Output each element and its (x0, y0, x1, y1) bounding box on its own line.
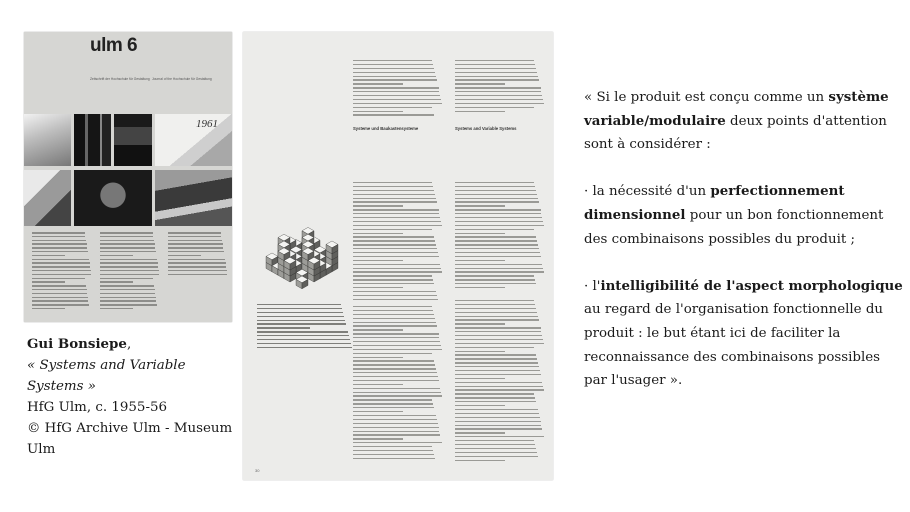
text-line (455, 319, 539, 320)
text-line (168, 243, 223, 245)
text-line (353, 186, 433, 187)
text-line (32, 281, 65, 283)
text-line (168, 262, 226, 264)
image-caption (27, 334, 242, 460)
text-line (100, 232, 153, 234)
cover-text-column (32, 232, 92, 316)
text-line (353, 233, 403, 234)
text-line (32, 259, 89, 261)
text-line (455, 201, 539, 202)
cover-title: ulm 6 (90, 35, 138, 56)
text-line (455, 194, 537, 195)
text-line (353, 411, 403, 412)
text-line (353, 450, 433, 451)
caption-place-date: HfG Ulm, c. 1955-56 (27, 400, 168, 415)
cover-photo (24, 170, 71, 226)
text-line (100, 274, 159, 276)
text-line (257, 316, 344, 317)
text-line (32, 251, 88, 253)
article-text-column (455, 60, 545, 114)
text-line (168, 259, 225, 261)
cover-subtitle-de: Zeitschrift der Hochschule für Gestaltung (90, 77, 150, 81)
text-line (100, 251, 156, 253)
cover-photo-year: 1961 (196, 118, 218, 130)
text-line (100, 285, 154, 287)
text-line (353, 454, 434, 455)
text-line (32, 270, 91, 272)
text-line (353, 431, 439, 432)
text-line (353, 446, 432, 447)
text-line (455, 87, 541, 88)
text-line (455, 64, 535, 65)
text-line (353, 217, 440, 218)
quote-text-span: · l' (584, 278, 601, 294)
text-line (455, 233, 505, 234)
text-line (32, 266, 90, 268)
text-line (100, 289, 155, 291)
text-line (353, 190, 434, 191)
article-heading-en: Systems and Variable Systems (455, 126, 517, 131)
quote-text-span: au regard de l'organisation fonctionnelle du produit : le but étant ici de faciliter la reconnaissance des combinaisons possibles par l'usager ». (584, 302, 884, 389)
caption-work-title: « Systems and Variable Systems » (27, 358, 186, 394)
article-text-column (353, 306, 443, 462)
text-line (32, 285, 86, 287)
text-line (455, 217, 542, 218)
text-line (100, 308, 133, 310)
text-line (257, 320, 345, 321)
text-line (455, 331, 541, 332)
text-line (455, 413, 539, 414)
text-line (353, 407, 434, 408)
text-line (455, 452, 537, 453)
text-line (455, 182, 534, 183)
text-line (353, 376, 438, 377)
text-line (353, 225, 442, 226)
text-line (455, 393, 534, 394)
cover-text-columns (32, 232, 226, 316)
text-line (455, 76, 538, 77)
text-line (100, 304, 157, 306)
text-line (168, 236, 221, 238)
text-line (353, 83, 403, 84)
quote-text-span: · la nécessité d'un (584, 184, 711, 200)
text-line (353, 275, 432, 276)
text-line (455, 362, 538, 363)
text-line (353, 201, 437, 202)
text-line (32, 232, 85, 234)
modular-cubes-illustration (255, 212, 349, 298)
text-line (455, 327, 541, 328)
text-line (455, 382, 542, 383)
text-line (455, 316, 538, 317)
text-line (353, 434, 440, 435)
text-line (100, 300, 156, 302)
text-line (353, 372, 437, 373)
text-line (353, 341, 440, 342)
text-line (353, 64, 433, 65)
text-line (353, 287, 403, 288)
text-line (353, 314, 434, 315)
text-line (353, 60, 432, 61)
text-line (455, 190, 536, 191)
text-line (100, 236, 153, 238)
text-line (455, 405, 505, 406)
text-line (257, 304, 341, 305)
text-line (353, 283, 434, 284)
text-line (455, 374, 541, 375)
cover-subtitle-en: Journal of the Hochschule für Gestaltung (152, 77, 212, 81)
text-line (455, 103, 544, 104)
text-line (353, 415, 436, 416)
text-line (455, 279, 535, 280)
text-line (455, 444, 535, 445)
text-line (455, 389, 544, 390)
text-line (353, 182, 432, 183)
text-line (455, 323, 505, 324)
text-line (353, 198, 436, 199)
text-line (353, 114, 434, 115)
text-line (455, 283, 536, 284)
text-line (353, 194, 435, 195)
caption-credit: © HfG Archive Ulm - Museum Ulm (27, 421, 233, 457)
text-line (455, 275, 534, 276)
text-line (353, 213, 439, 214)
text-line (353, 392, 441, 393)
text-line (455, 256, 541, 257)
text-line (353, 423, 438, 424)
text-line (455, 221, 543, 222)
text-line (100, 281, 133, 283)
caption-author: Gui Bonsiepe (27, 336, 127, 352)
cover-photo (155, 170, 232, 226)
text-line (455, 370, 540, 371)
quote-emphasis: système variable/modulaire (584, 89, 889, 129)
text-line (455, 60, 534, 61)
text-line (353, 395, 442, 396)
text-line (353, 260, 403, 261)
text-line (353, 384, 403, 385)
text-line (353, 299, 438, 300)
text-line (353, 256, 439, 257)
text-line (353, 349, 442, 350)
text-line (32, 293, 87, 295)
text-line (455, 378, 505, 379)
text-line (353, 357, 403, 358)
text-line (353, 240, 435, 241)
text-line (353, 318, 435, 319)
magazine-cover-image (24, 32, 232, 322)
text-line (353, 399, 432, 400)
illustration-caption (257, 304, 353, 351)
text-line (353, 205, 403, 206)
text-line (353, 76, 436, 77)
text-line (353, 95, 440, 96)
cover-photo (155, 114, 232, 166)
text-line (353, 364, 435, 365)
text-line (32, 308, 65, 310)
text-line (455, 264, 542, 265)
text-line (353, 99, 441, 100)
quote-emphasis: perfectionnement dimensionnel (584, 183, 845, 223)
text-line (168, 251, 224, 253)
text-line (168, 270, 227, 272)
text-line (455, 205, 505, 206)
cover-text-column (168, 232, 228, 316)
text-line (353, 244, 436, 245)
text-line (455, 72, 537, 73)
text-line (168, 255, 201, 257)
text-line (455, 432, 505, 433)
text-line (100, 255, 133, 257)
text-line (257, 323, 346, 324)
text-line (32, 300, 88, 302)
text-line (32, 240, 86, 242)
text-line (455, 248, 539, 249)
text-line (353, 252, 438, 253)
text-line (455, 268, 543, 269)
text-line (257, 339, 350, 340)
text-line (353, 403, 433, 404)
text-line (455, 229, 534, 230)
cover-photo (74, 114, 111, 166)
text-line (455, 68, 536, 69)
text-line (353, 345, 441, 346)
text-line (32, 243, 87, 245)
text-line (353, 229, 432, 230)
text-line (455, 366, 539, 367)
cover-photo (74, 170, 152, 226)
cover-text-column (100, 232, 160, 316)
quote-paragraph-1 (584, 86, 904, 157)
text-line (455, 358, 537, 359)
text-line (455, 186, 535, 187)
text-line (455, 436, 544, 437)
text-line (455, 83, 505, 84)
text-line (455, 343, 544, 344)
cover-photo (24, 114, 71, 166)
text-line (100, 266, 158, 268)
cover-photo-grid (24, 114, 232, 226)
text-line (455, 304, 535, 305)
text-line (455, 107, 534, 108)
text-line (353, 419, 437, 420)
text-line (257, 347, 352, 348)
text-line (353, 306, 432, 307)
text-line (455, 339, 543, 340)
quote-paragraph-3 (584, 275, 904, 393)
text-line (455, 417, 540, 418)
quote-text-span: « Si le produit est conçu comme un (584, 90, 829, 105)
text-line (32, 297, 88, 299)
text-line (353, 248, 437, 249)
text-line (455, 209, 541, 210)
text-line (353, 295, 437, 296)
quote-text (584, 86, 904, 416)
text-line (455, 397, 535, 398)
text-line (455, 335, 542, 336)
text-line (455, 347, 534, 348)
cover-masthead (90, 35, 230, 81)
text-line (455, 312, 537, 313)
text-line (353, 427, 439, 428)
text-line (353, 79, 437, 80)
caption-author-suffix: , (126, 337, 132, 352)
text-line (455, 95, 542, 96)
text-line (100, 262, 158, 264)
article-text-column (353, 60, 443, 118)
quote-text-span: deux points d'attention sont à considérer : (584, 113, 887, 153)
text-line (455, 460, 505, 461)
text-line (455, 198, 538, 199)
text-line (455, 240, 537, 241)
text-line (353, 329, 403, 330)
text-line (100, 270, 159, 272)
text-line (32, 255, 65, 257)
text-line (353, 438, 403, 439)
text-line (257, 331, 348, 332)
article-heading-de: Systeme und Baukastensysteme (353, 126, 419, 131)
text-line (353, 91, 439, 92)
page-number: 30 (255, 468, 260, 473)
text-line (353, 353, 432, 354)
text-line (353, 279, 433, 280)
text-line (32, 289, 87, 291)
text-line (455, 354, 536, 355)
text-line (455, 252, 540, 253)
text-line (353, 87, 439, 88)
text-line (353, 221, 441, 222)
text-line (100, 247, 155, 249)
text-line (455, 308, 536, 309)
article-text-column (353, 182, 443, 303)
text-line (168, 232, 221, 234)
text-line (100, 297, 156, 299)
article-text-column (455, 300, 545, 462)
text-line (353, 368, 436, 369)
text-line (32, 274, 91, 276)
text-line (257, 312, 343, 313)
text-line (455, 99, 543, 100)
text-line (100, 259, 157, 261)
text-line (168, 274, 227, 276)
text-line (455, 236, 536, 237)
cover-photo (114, 114, 152, 166)
text-line (353, 264, 440, 265)
text-line (353, 111, 403, 112)
text-line (353, 333, 439, 334)
text-line (455, 421, 541, 422)
text-line (353, 107, 432, 108)
text-line (455, 213, 541, 214)
text-line (455, 386, 543, 387)
text-line (455, 448, 536, 449)
text-line (353, 291, 436, 292)
text-line (100, 278, 153, 280)
text-line (32, 236, 85, 238)
text-line (455, 428, 542, 429)
article-text-column (455, 182, 545, 291)
text-line (353, 72, 435, 73)
text-line (32, 262, 90, 264)
text-line (168, 240, 222, 242)
text-line (353, 310, 433, 311)
text-line (100, 240, 154, 242)
text-line (455, 225, 544, 226)
text-line (257, 343, 351, 344)
text-line (100, 293, 155, 295)
text-line (353, 236, 434, 237)
text-line (455, 79, 539, 80)
text-line (455, 111, 505, 112)
text-line (455, 425, 541, 426)
text-line (455, 244, 538, 245)
text-line (353, 68, 434, 69)
text-line (32, 304, 89, 306)
quote-paragraph-2 (584, 180, 904, 251)
text-line (32, 247, 87, 249)
text-line (455, 287, 505, 288)
text-line (455, 351, 505, 352)
text-line (455, 260, 505, 261)
text-line (353, 442, 442, 443)
text-line (353, 337, 439, 338)
text-line (257, 335, 349, 336)
text-line (455, 91, 541, 92)
text-line (353, 388, 440, 389)
text-line (455, 300, 534, 301)
text-line (353, 458, 435, 459)
text-line (455, 440, 534, 441)
text-line (353, 325, 437, 326)
text-line (168, 266, 226, 268)
quote-emphasis: intelligibilité de l'aspect morphologique (600, 277, 903, 294)
text-line (353, 322, 436, 323)
text-line (353, 271, 442, 272)
article-page-image (243, 32, 553, 480)
text-line (455, 409, 538, 410)
text-line (353, 209, 439, 210)
text-line (353, 380, 439, 381)
text-line (32, 278, 85, 280)
text-line (353, 268, 441, 269)
text-line (257, 327, 310, 328)
text-line (257, 308, 342, 309)
text-line (353, 103, 442, 104)
text-line (100, 243, 155, 245)
text-line (353, 360, 434, 361)
text-line (455, 456, 538, 457)
quote-text-span: pour un bon fonctionnement des combinaisons possibles du produit ; (584, 207, 884, 247)
text-line (168, 247, 223, 249)
text-line (455, 271, 544, 272)
text-line (455, 401, 536, 402)
